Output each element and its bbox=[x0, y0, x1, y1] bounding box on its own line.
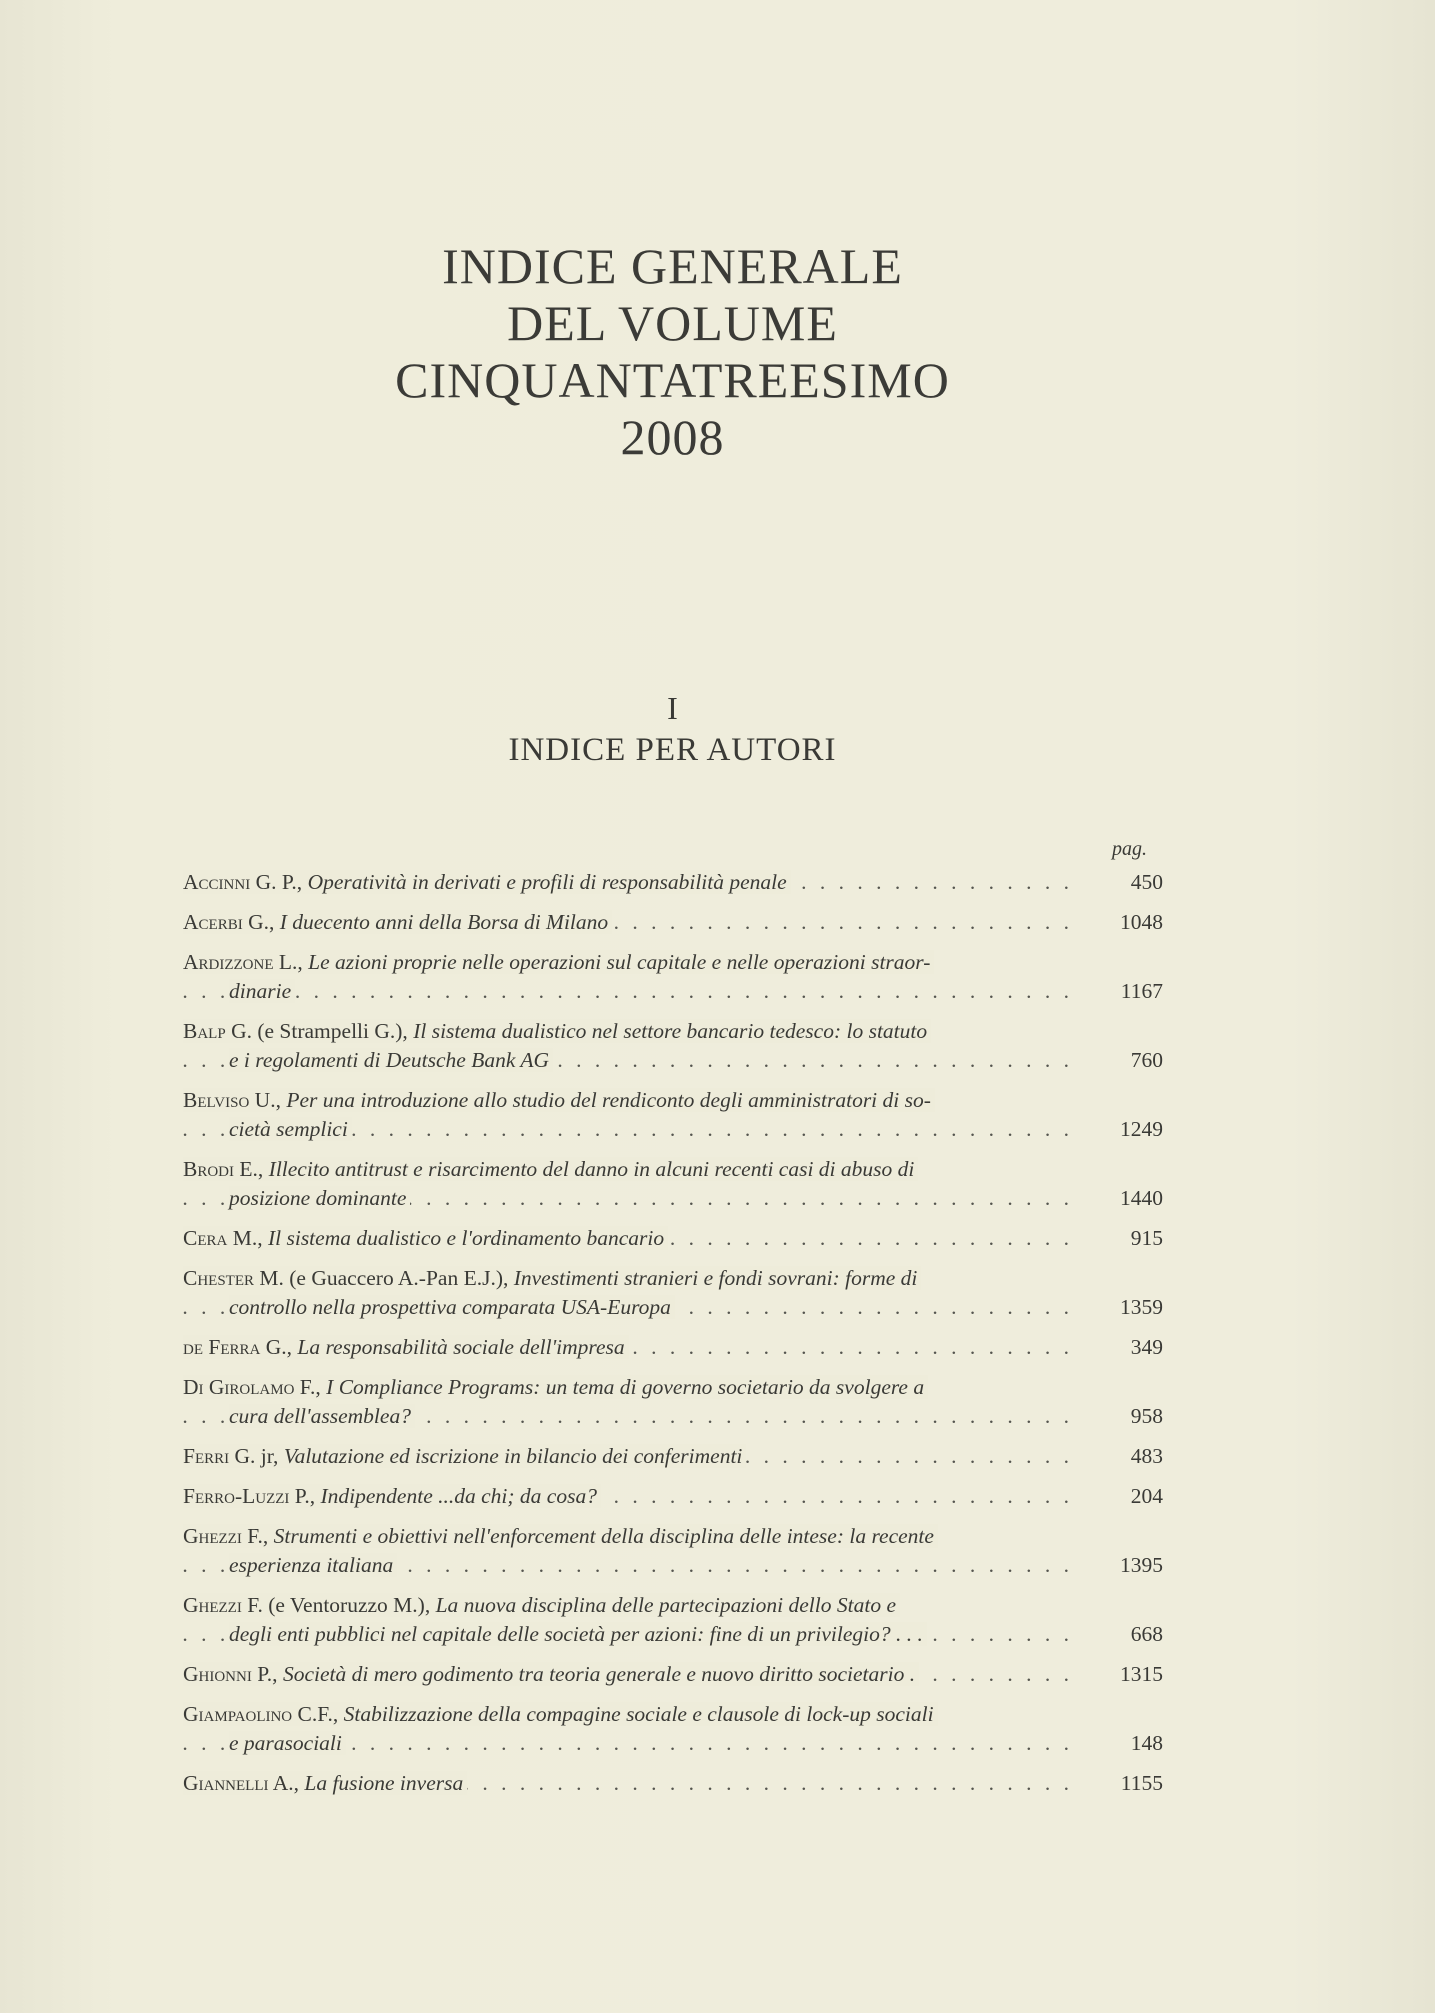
page-number: 483 bbox=[1130, 1444, 1163, 1468]
work-title: Per una introduzione allo studio del rendiconto degli amministratori di so- bbox=[286, 1088, 931, 1112]
index-entry bbox=[183, 868, 1163, 897]
author-details: M. (e Guaccero A.-Pan E.J.), bbox=[254, 1266, 514, 1290]
work-title: e parasociali bbox=[229, 1731, 342, 1755]
volume-title bbox=[0, 238, 1345, 466]
entry-line bbox=[183, 1373, 1163, 1402]
index-entry bbox=[183, 1769, 1163, 1798]
entry-line bbox=[183, 1442, 1163, 1471]
entry-line bbox=[183, 1293, 1163, 1322]
index-entry bbox=[183, 1442, 1163, 1471]
index-entry bbox=[183, 1373, 1163, 1431]
index-entry bbox=[183, 1700, 1163, 1758]
work-title: esperienza italiana bbox=[229, 1553, 394, 1577]
part-number: I bbox=[667, 690, 678, 726]
work-title: Strumenti e obiettivi nell'enforcement della disciplina delle intese: la recente bbox=[273, 1524, 934, 1548]
page-number: 915 bbox=[1130, 1226, 1163, 1250]
author-details: G., bbox=[260, 1335, 298, 1359]
author-index-list bbox=[183, 868, 1163, 1809]
entry-line bbox=[183, 1482, 1163, 1511]
author-name: Ghezzi bbox=[183, 1524, 242, 1548]
page-number: 1440 bbox=[1120, 1186, 1163, 1210]
page-number: 668 bbox=[1130, 1622, 1163, 1646]
author-details: C.F., bbox=[292, 1702, 344, 1726]
author-name: Ghezzi bbox=[183, 1593, 242, 1617]
dot-leader bbox=[183, 977, 1073, 1006]
work-title: Indipendente ...da chi; da cosa? bbox=[320, 1484, 597, 1508]
author-name: Giampaolino bbox=[183, 1702, 293, 1726]
entry-line bbox=[183, 1086, 1163, 1115]
index-entry bbox=[183, 1224, 1163, 1253]
work-title: I duecento anni della Borsa di Milano bbox=[279, 910, 609, 934]
page-number: 958 bbox=[1130, 1404, 1163, 1428]
page-number: 1048 bbox=[1120, 910, 1163, 934]
page-number: 349 bbox=[1130, 1335, 1163, 1359]
author-details: P., bbox=[251, 1662, 283, 1686]
work-title: Il sistema dualistico e l'ordinamento bancario bbox=[267, 1226, 665, 1250]
author-details: M., bbox=[227, 1226, 268, 1250]
work-title: Operatività in derivati e profili di responsabilità penale bbox=[307, 870, 787, 894]
author-name: Cera bbox=[183, 1226, 228, 1250]
author-name: Ferro-Luzzi bbox=[183, 1484, 290, 1508]
index-entry bbox=[183, 1482, 1163, 1511]
page-number: 148 bbox=[1130, 1731, 1163, 1755]
page-number: 1315 bbox=[1120, 1662, 1163, 1686]
work-title: Società di mero godimento tra teoria generale e nuovo diritto societario . bbox=[282, 1662, 916, 1686]
page-number: 204 bbox=[1130, 1484, 1163, 1508]
work-title: dinarie bbox=[229, 979, 292, 1003]
entry-line bbox=[183, 1729, 1163, 1758]
author-name: Belviso bbox=[183, 1088, 250, 1112]
work-title: Il sistema dualistico nel settore bancario tedesco: lo statuto bbox=[413, 1019, 928, 1043]
work-title: I Compliance Programs: un tema di governo societario da svolgere a bbox=[326, 1375, 925, 1399]
entry-line bbox=[183, 1769, 1163, 1798]
index-entry bbox=[183, 1017, 1163, 1075]
author-details: F., bbox=[241, 1524, 274, 1548]
work-title: cura dell'assemblea? bbox=[229, 1404, 411, 1428]
entry-line bbox=[183, 1017, 1163, 1046]
entry-line bbox=[183, 1522, 1163, 1551]
index-entry bbox=[183, 1522, 1163, 1580]
author-name: Balp bbox=[183, 1019, 226, 1043]
author-details: A., bbox=[268, 1771, 305, 1795]
index-entry bbox=[183, 948, 1163, 1006]
work-title: La nuova disciplina delle partecipazioni dello Stato e bbox=[435, 1593, 896, 1617]
entry-line bbox=[183, 1155, 1163, 1184]
title-line-4: 2008 bbox=[620, 409, 725, 465]
entry-line bbox=[183, 868, 1163, 897]
work-title: controllo nella prospettiva comparata USA-Europa bbox=[229, 1295, 671, 1319]
author-details: G., bbox=[242, 910, 280, 934]
author-name: Acerbi bbox=[183, 910, 243, 934]
work-title: cietà semplici bbox=[229, 1117, 348, 1141]
entry-line bbox=[183, 1184, 1163, 1213]
author-name: Di Girolamo bbox=[183, 1375, 295, 1399]
index-entry bbox=[183, 908, 1163, 937]
index-entry bbox=[183, 1086, 1163, 1144]
entry-line bbox=[183, 1264, 1163, 1293]
author-name: Ghionni bbox=[183, 1662, 252, 1686]
page-number: 1359 bbox=[1120, 1295, 1163, 1319]
author-details: G. P., bbox=[250, 870, 308, 894]
author-name: de Ferra bbox=[183, 1335, 261, 1359]
entry-line bbox=[183, 1551, 1163, 1580]
work-title: La fusione inversa bbox=[304, 1771, 464, 1795]
entry-line bbox=[183, 1591, 1163, 1620]
title-line-3: CINQUANTATREESIMO bbox=[395, 352, 950, 408]
page-column-label: pag. bbox=[1112, 838, 1147, 860]
author-name: Brodi bbox=[183, 1157, 235, 1181]
entry-line bbox=[183, 1402, 1163, 1431]
index-entry bbox=[183, 1660, 1163, 1689]
author-details: L., bbox=[273, 950, 309, 974]
work-title: degli enti pubblici nel capitale delle società per azioni: fine di un privilegio? . . . bbox=[229, 1622, 923, 1646]
work-title: Stabilizzazione della compagine sociale e clausole di lock-up sociali bbox=[343, 1702, 934, 1726]
author-details: E., bbox=[234, 1157, 269, 1181]
entry-line bbox=[183, 1620, 1163, 1649]
author-details: F., bbox=[294, 1375, 327, 1399]
entry-line bbox=[183, 1333, 1163, 1362]
page-number: 1249 bbox=[1120, 1117, 1163, 1141]
title-line-2: DEL VOLUME bbox=[507, 295, 838, 351]
work-title: Investimenti stranieri e fondi sovrani: forme di bbox=[513, 1266, 918, 1290]
index-entry bbox=[183, 1155, 1163, 1213]
part-title: INDICE PER AUTORI bbox=[508, 732, 837, 768]
author-name: Chester bbox=[183, 1266, 255, 1290]
entry-line bbox=[183, 977, 1163, 1006]
work-title: e i regolamenti di Deutsche Bank AG bbox=[229, 1048, 550, 1072]
entry-line bbox=[183, 908, 1163, 937]
entry-line bbox=[183, 948, 1163, 977]
work-title: Illecito antitrust e risarcimento del danno in alcuni recenti casi di abuso di bbox=[268, 1157, 915, 1181]
page-number: 760 bbox=[1130, 1048, 1163, 1072]
author-details: P., bbox=[289, 1484, 321, 1508]
author-details: U., bbox=[249, 1088, 287, 1112]
author-details: F. (e Ventoruzzo M.), bbox=[241, 1593, 436, 1617]
work-title: La responsabilità sociale dell'impresa bbox=[297, 1335, 625, 1359]
entry-line bbox=[183, 1700, 1163, 1729]
work-title: Valutazione ed iscrizione in bilancio dei conferimenti bbox=[283, 1444, 743, 1468]
entry-line bbox=[183, 1660, 1163, 1689]
entry-line bbox=[183, 1224, 1163, 1253]
author-name: Accinni bbox=[183, 870, 251, 894]
title-line-1: INDICE GENERALE bbox=[442, 238, 903, 294]
entry-line bbox=[183, 1115, 1163, 1144]
page-number: 1167 bbox=[1120, 979, 1163, 1003]
index-entry bbox=[183, 1264, 1163, 1322]
author-details: G. jr, bbox=[229, 1444, 284, 1468]
author-name: Giannelli bbox=[183, 1771, 269, 1795]
author-details: G. (e Strampelli G.), bbox=[225, 1019, 414, 1043]
index-entry bbox=[183, 1591, 1163, 1649]
author-name: Ferri bbox=[183, 1444, 230, 1468]
work-title: Le azioni proprie nelle operazioni sul capitale e nelle operazioni straor- bbox=[308, 950, 931, 974]
entry-line bbox=[183, 1046, 1163, 1075]
work-title: posizione dominante bbox=[229, 1186, 407, 1210]
index-entry bbox=[183, 1333, 1163, 1362]
page-number: 1395 bbox=[1120, 1553, 1163, 1577]
page-number: 450 bbox=[1130, 870, 1163, 894]
page-number: 1155 bbox=[1120, 1771, 1163, 1795]
author-name: Ardizzone bbox=[183, 950, 274, 974]
